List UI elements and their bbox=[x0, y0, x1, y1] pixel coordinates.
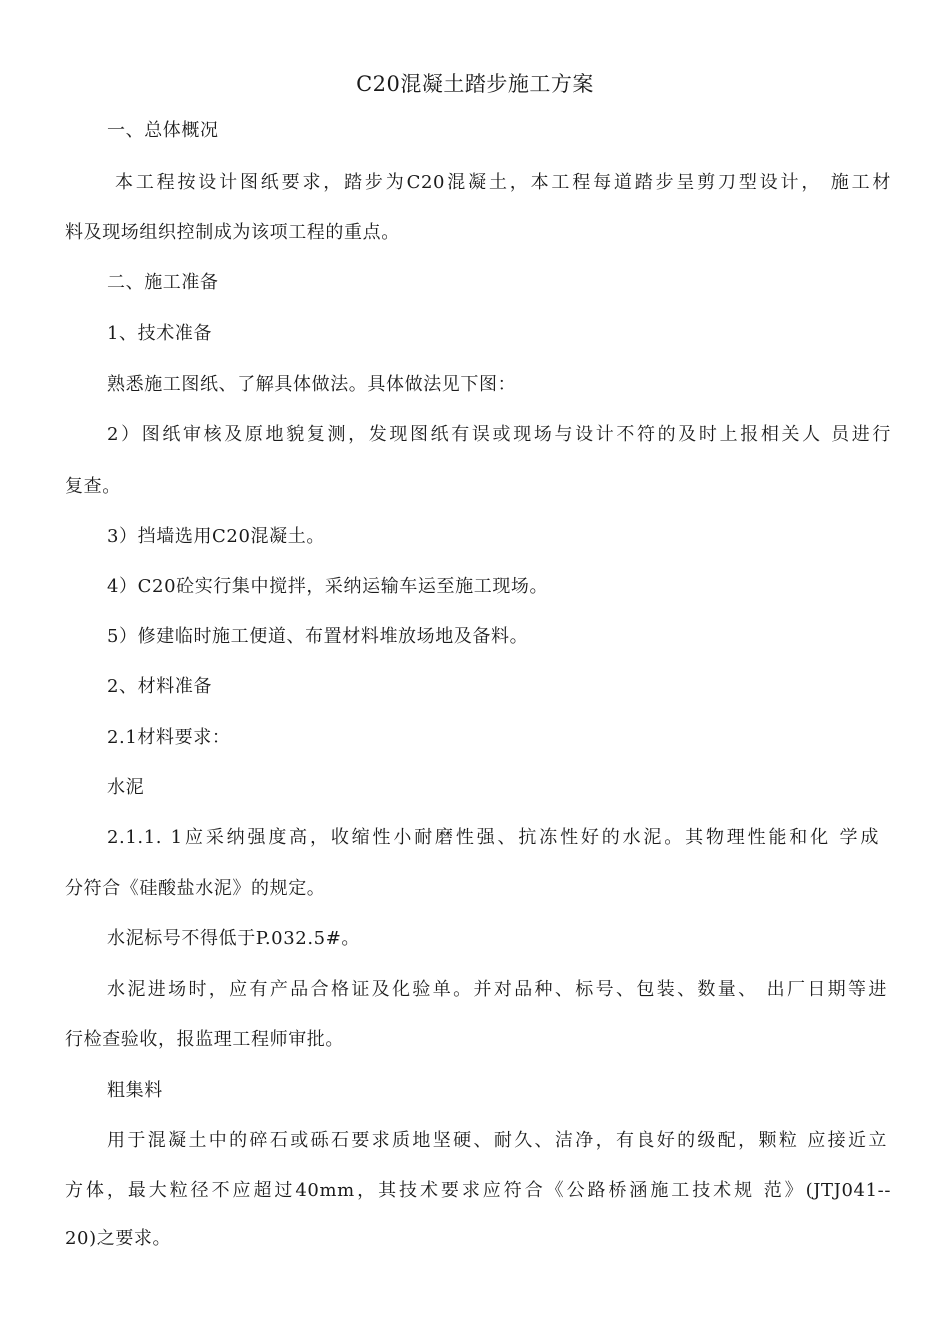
paragraph-line: 熟悉施工图纸、了解具体做法。具体做法见下图： bbox=[107, 374, 517, 395]
material-heading-cement: 水泥 bbox=[107, 777, 145, 798]
document-title: C20混凝土踏步施工方案 bbox=[356, 72, 594, 96]
paragraph-line: 20)之要求。 bbox=[65, 1228, 172, 1249]
paragraph-line: 料及现场组织控制成为该项工程的重点。 bbox=[65, 222, 400, 243]
list-item-line: 2）图纸审核及原地貌复测，发现图纸有误或现场与设计不符的及时上报相关人 员进行 bbox=[107, 424, 891, 445]
subsection-heading-technical: 1、技术准备 bbox=[107, 323, 213, 344]
paragraph-line: 方体，最大粒径不应超过40mm，其技术要求应符合《公路桥涵施工技术规 范》(JTJ041-- bbox=[65, 1180, 891, 1201]
list-item-line: 3）挡墙选用C20混凝土。 bbox=[107, 526, 325, 547]
paragraph-line: 行检查验收，报监理工程师审批。 bbox=[65, 1029, 344, 1050]
paragraph-line: 本工程按设计图纸要求，踏步为C20混凝土，本工程每道踏步呈剪刀型设计， 施工材 bbox=[115, 172, 891, 193]
list-item-line: 4）C20砼实行集中搅拌，采纳运输车运至施工现场。 bbox=[107, 576, 549, 597]
section-heading-overview: 一、总体概况 bbox=[107, 120, 219, 141]
material-heading-coarse-aggregate: 粗集料 bbox=[107, 1080, 163, 1101]
paragraph-line: 分符合《硅酸盐水泥》的规定。 bbox=[65, 878, 326, 899]
list-item-line: 5）修建临时施工便道、布置材料堆放场地及备料。 bbox=[107, 626, 529, 647]
section-heading-preparation: 二、施工准备 bbox=[107, 272, 219, 293]
paragraph-line: 水泥标号不得低于P.032.5#。 bbox=[107, 928, 360, 949]
subsection-heading-material-requirements: 2.1材料要求： bbox=[107, 727, 231, 748]
list-item-line: 复查。 bbox=[65, 476, 121, 497]
paragraph-line: 2.1.1. 1应采纳强度高，收缩性小耐磨性强、抗冻性好的水泥。其物理性能和化 学成 bbox=[107, 827, 879, 848]
subsection-heading-materials: 2、材料准备 bbox=[107, 676, 213, 697]
paragraph-line: 用于混凝土中的碎石或砾石要求质地坚硬、耐久、洁净，有良好的级配，颗粒 应接近立 bbox=[107, 1130, 887, 1151]
paragraph-line: 水泥进场时，应有产品合格证及化验单。并对品种、标号、包装、数量、 出厂日期等进 bbox=[107, 979, 887, 1000]
